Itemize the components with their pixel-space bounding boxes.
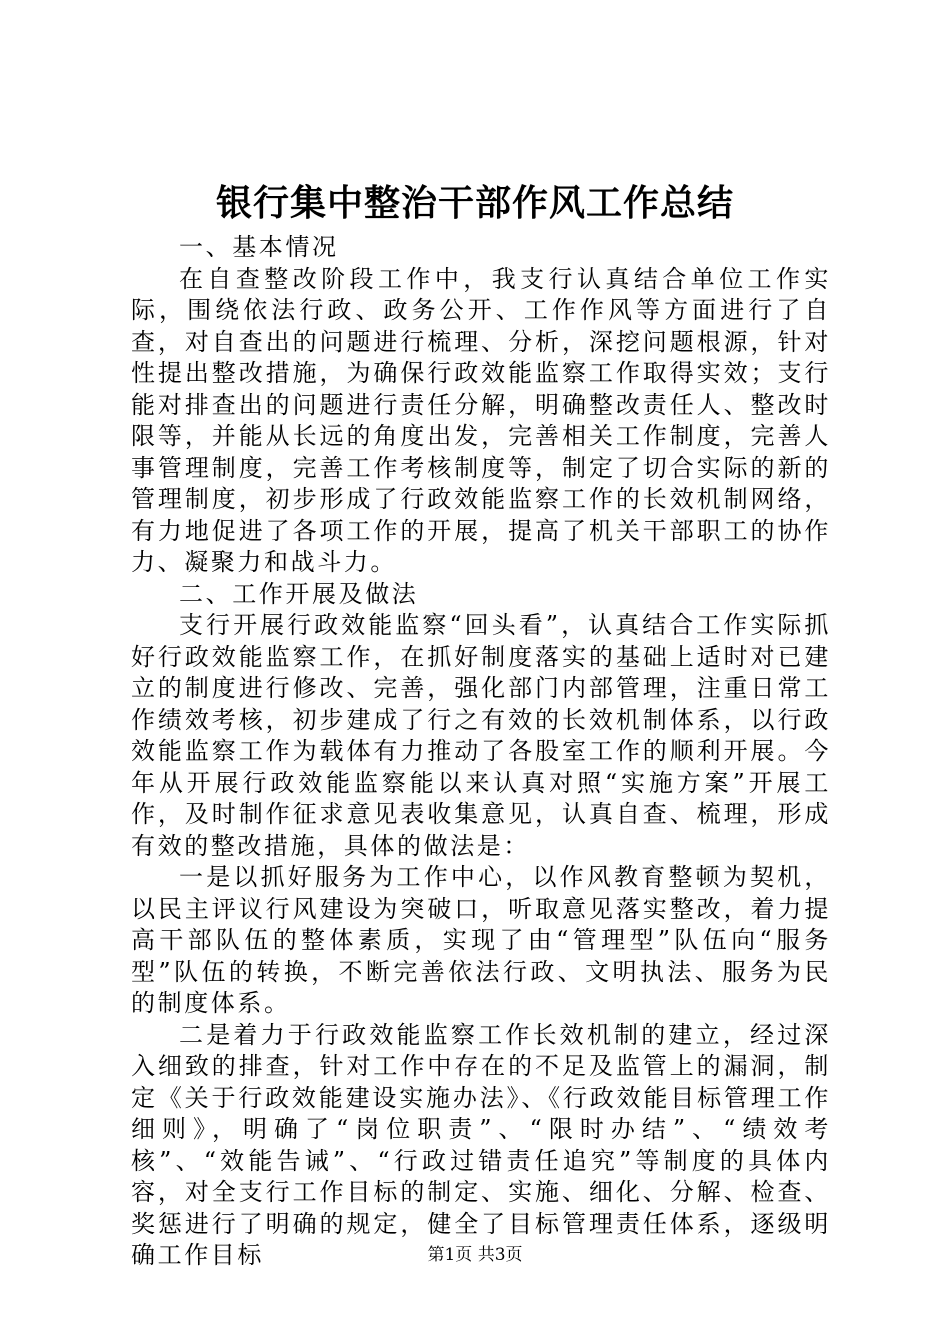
page-footer: 第1页 共3页 — [427, 1245, 523, 1265]
paragraph-efficiency-supervision: 支行开展行政效能监察“回头看”，认真结合工作实际抓好行政效能监察工作，在抓好制度落实的基础上适时对已建立的制度进行修改、完善，强化部门内部管理，注重日常工作绩效考核，初步建成了行之有效的长效机制体系，以行政效能监察工作为载体有力推动了各股室工作的顺利开展。今年从开展行政效能监察能以来认真对照“实施方案”开展工作，及时制作征求意见表收集意见，认真自查、梳理，形成有效的整改措施，具体的做法是： — [131, 611, 831, 860]
section-heading-work-methods: 二、工作开展及做法 — [179, 579, 419, 608]
paragraph-point-one: 一是以抓好服务为工作中心，以作风教育整顿为契机，以民主评议行风建设为突破口，听取意见落实整改，着力提高干部队伍的整体素质，实现了由“管理型”队伍向“服务型”队伍的转换，不断完善依法行政、文明执法、服务为民的制度体系。 — [131, 863, 831, 1017]
section-heading-basic-situation: 一、基本情况 — [179, 233, 339, 261]
paragraph-self-inspection: 在自查整改阶段工作中，我支行认真结合单位工作实际，围绕依法行政、政务公开、工作作风等方面进行了自查，对自查出的问题进行梳理、分析，深挖问题根源，针对性提出整改措施，为确保行政效能监察工作取得实效；支行能对排查出的问题进行责任分解，明确整改责任人、整改时限等，并能从长远的角度出发，完善相关工作制度，完善人事管理制度，完善工作考核制度等，制定了切合实际的新的管理制度，初步形成了行政效能监察工作的长效机制网络，有力地促进了各项工作的开展，提高了机关干部职工的协作力、凝聚力和战斗力。 — [131, 264, 831, 576]
paragraph-point-two: 二是着力于行政效能监察工作长效机制的建立，经过深入细致的排查，针对工作中存在的不足及监管上的漏洞，制定《关于行政效能建设实施办法》、《行政效能目标管理工作细则》，明确了“岗位职责”、“限时办结”、“绩效考核”、“效能告诫”、“行政过错责任追究”等制度的具体内容，对全支行工作目标的制定、实施、细化、分解、检查、奖惩进行了明确的规定，健全了目标管理责任体系，逐级明确工作目标 — [131, 1020, 831, 1269]
document-body — [131, 232, 831, 1272]
document-title: 银行集中整治干部作风工作总结 — [215, 182, 734, 224]
